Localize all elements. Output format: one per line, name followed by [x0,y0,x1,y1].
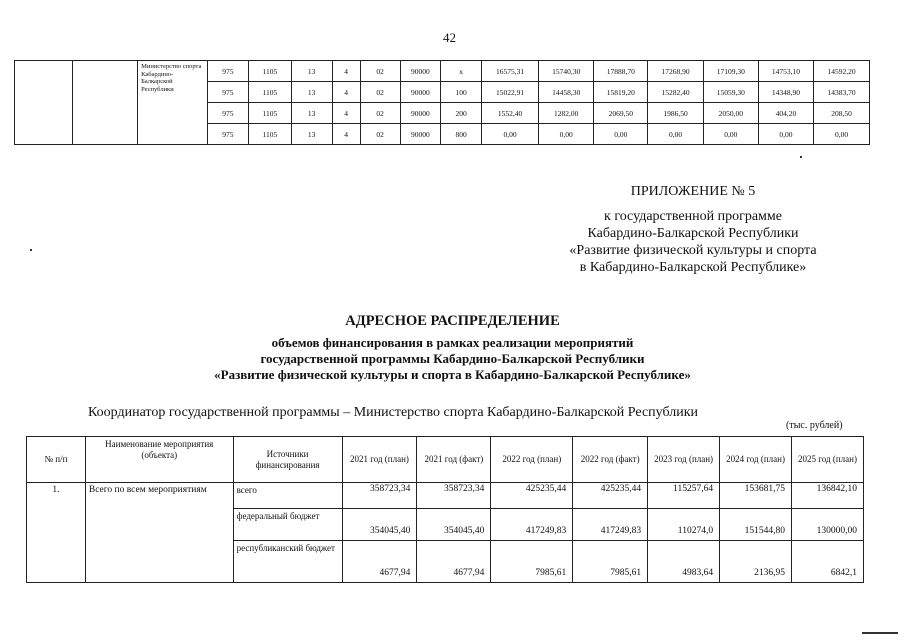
table-cell: 90000 [400,61,440,82]
subtitle-line: государственной программы Кабардино-Балкарской Республики [260,351,645,366]
appendix-block [543,183,843,276]
table-cell: 151544,80 [720,509,792,541]
table-cell: x [440,61,481,82]
table-cell: 13 [291,82,332,103]
table-cell: 90000 [400,82,440,103]
table-cell: 975 [207,103,248,124]
scan-mark [862,632,898,634]
table-cell: 0,00 [758,124,814,145]
table-cell: 800 [440,124,481,145]
table-cell: 0,00 [538,124,594,145]
table-cell: 02 [360,103,400,124]
table-cell: 110274,0 [648,509,720,541]
org-cell: Министерство спорта Кабардино-Балкарской Республики [138,61,208,145]
table-cell: 14753,10 [758,61,814,82]
header-2023-plan: 2023 год (план) [648,437,720,483]
table-cell: 02 [360,61,400,82]
subtitle-line: «Развитие физической культуры и спорта в Кабардино-Балкарской Республике» [214,367,691,382]
coordinator-line: Координатор государственной программы – Министерство спорта Кабардино-Балкарской Республики [88,405,699,420]
table-cell: 90000 [400,124,440,145]
table-cell: 14348,90 [758,82,814,103]
source-label: республиканский бюджет [233,541,342,583]
appendix-line: к государственной программе [604,209,782,224]
table-cell: 14383,70 [814,82,870,103]
table-cell: 1105 [249,61,292,82]
table-cell: 153681,75 [720,483,792,509]
table-cell: 358723,34 [342,483,417,509]
appendix-line: «Развитие физической культуры и спорта [569,243,817,258]
appendix-line: в Кабардино-Балкарской Республике» [579,260,807,275]
table-cell: 975 [207,61,248,82]
source-label: всего [233,483,342,509]
table-cell: 404,20 [758,103,814,124]
document-title: АДРЕСНОЕ РАСПРЕДЕЛЕНИЕ [345,313,560,329]
row-num: 1. [27,483,86,583]
table-cell: 0,00 [482,124,539,145]
table-cell: 13 [291,103,332,124]
table-cell: 4983,64 [648,541,720,583]
table-cell: 0,00 [594,124,648,145]
table-cell: 1552,40 [482,103,539,124]
table-cell: 425235,44 [573,483,648,509]
table-cell: 6842,1 [792,541,864,583]
scan-mark [800,156,802,158]
table-cell: 2050,00 [703,103,758,124]
table-cell: 1282,00 [538,103,594,124]
funding-table [26,436,864,583]
header-num: № п/п [27,437,86,483]
appendix-line: Кабардино-Балкарской Республики [587,226,799,241]
table-cell: 975 [207,124,248,145]
header-name: Наименование мероприятия (объекта) [85,437,233,483]
header-2024-plan: 2024 год (план) [720,437,792,483]
table-cell: 4 [332,103,360,124]
table-cell: 4 [332,61,360,82]
table-cell: 15059,30 [703,82,758,103]
table-cell: 354045,40 [417,509,491,541]
table-cell: 358723,34 [417,483,491,509]
table-cell: 0,00 [703,124,758,145]
table-cell: 90000 [400,103,440,124]
table-cell: 200 [440,103,481,124]
subtitle-line: объемов финансирования в рамках реализации мероприятий [271,335,634,350]
table-cell: 17109,30 [703,61,758,82]
table-cell: 417249,83 [491,509,573,541]
row-name: Всего по всем мероприятиям [85,483,233,583]
document-subtitle [0,335,905,383]
table-cell: 1986,50 [648,103,704,124]
header-2022-plan: 2022 год (план) [491,437,573,483]
table-cell: 100 [440,82,481,103]
continuation-table [14,60,870,145]
table-cell: 1105 [249,124,292,145]
header-2022-fact: 2022 год (факт) [573,437,648,483]
header-2025-plan: 2025 год (план) [792,437,864,483]
table-cell: 0,00 [648,124,704,145]
table-cell: 4 [332,82,360,103]
table-cell: 13 [291,61,332,82]
table-cell: 4 [332,124,360,145]
empty-cell [73,61,138,145]
table-cell: 4677,94 [417,541,491,583]
source-label: федеральный бюджет [233,509,342,541]
table-cell: 14592,20 [814,61,870,82]
table-cell: 4677,94 [342,541,417,583]
table-cell: 130000,00 [792,509,864,541]
header-2021-plan: 2021 год (план) [342,437,417,483]
table-cell: 16575,31 [482,61,539,82]
table-cell: 2069,50 [594,103,648,124]
table-cell: 02 [360,82,400,103]
table-cell: 208,50 [814,103,870,124]
table-cell: 15819,20 [594,82,648,103]
table-cell: 1105 [249,82,292,103]
table-cell: 115257,64 [648,483,720,509]
table-cell: 15022,91 [482,82,539,103]
table-cell: 7985,61 [491,541,573,583]
table-cell: 0,00 [814,124,870,145]
table-cell: 13 [291,124,332,145]
table-cell: 975 [207,82,248,103]
header-2021-fact: 2021 год (факт) [417,437,491,483]
table-cell: 17888,70 [594,61,648,82]
table-cell: 7985,61 [573,541,648,583]
table-cell: 354045,40 [342,509,417,541]
table-cell: 1105 [249,103,292,124]
table-cell: 136842,10 [792,483,864,509]
page-number: 42 [443,30,456,45]
table-cell: 15282,40 [648,82,704,103]
table-cell: 17268,90 [648,61,704,82]
units-label: (тыс. рублей) [786,420,843,431]
header-source: Источники финансирования [233,437,342,483]
scan-mark [30,249,32,251]
table-cell: 02 [360,124,400,145]
table-cell: 14458,30 [538,82,594,103]
appendix-title: ПРИЛОЖЕНИЕ № 5 [630,184,756,199]
table-cell: 425235,44 [491,483,573,509]
empty-cell [15,61,73,145]
table-cell: 15740,30 [538,61,594,82]
table-cell: 2136,95 [720,541,792,583]
table-cell: 417249,83 [573,509,648,541]
